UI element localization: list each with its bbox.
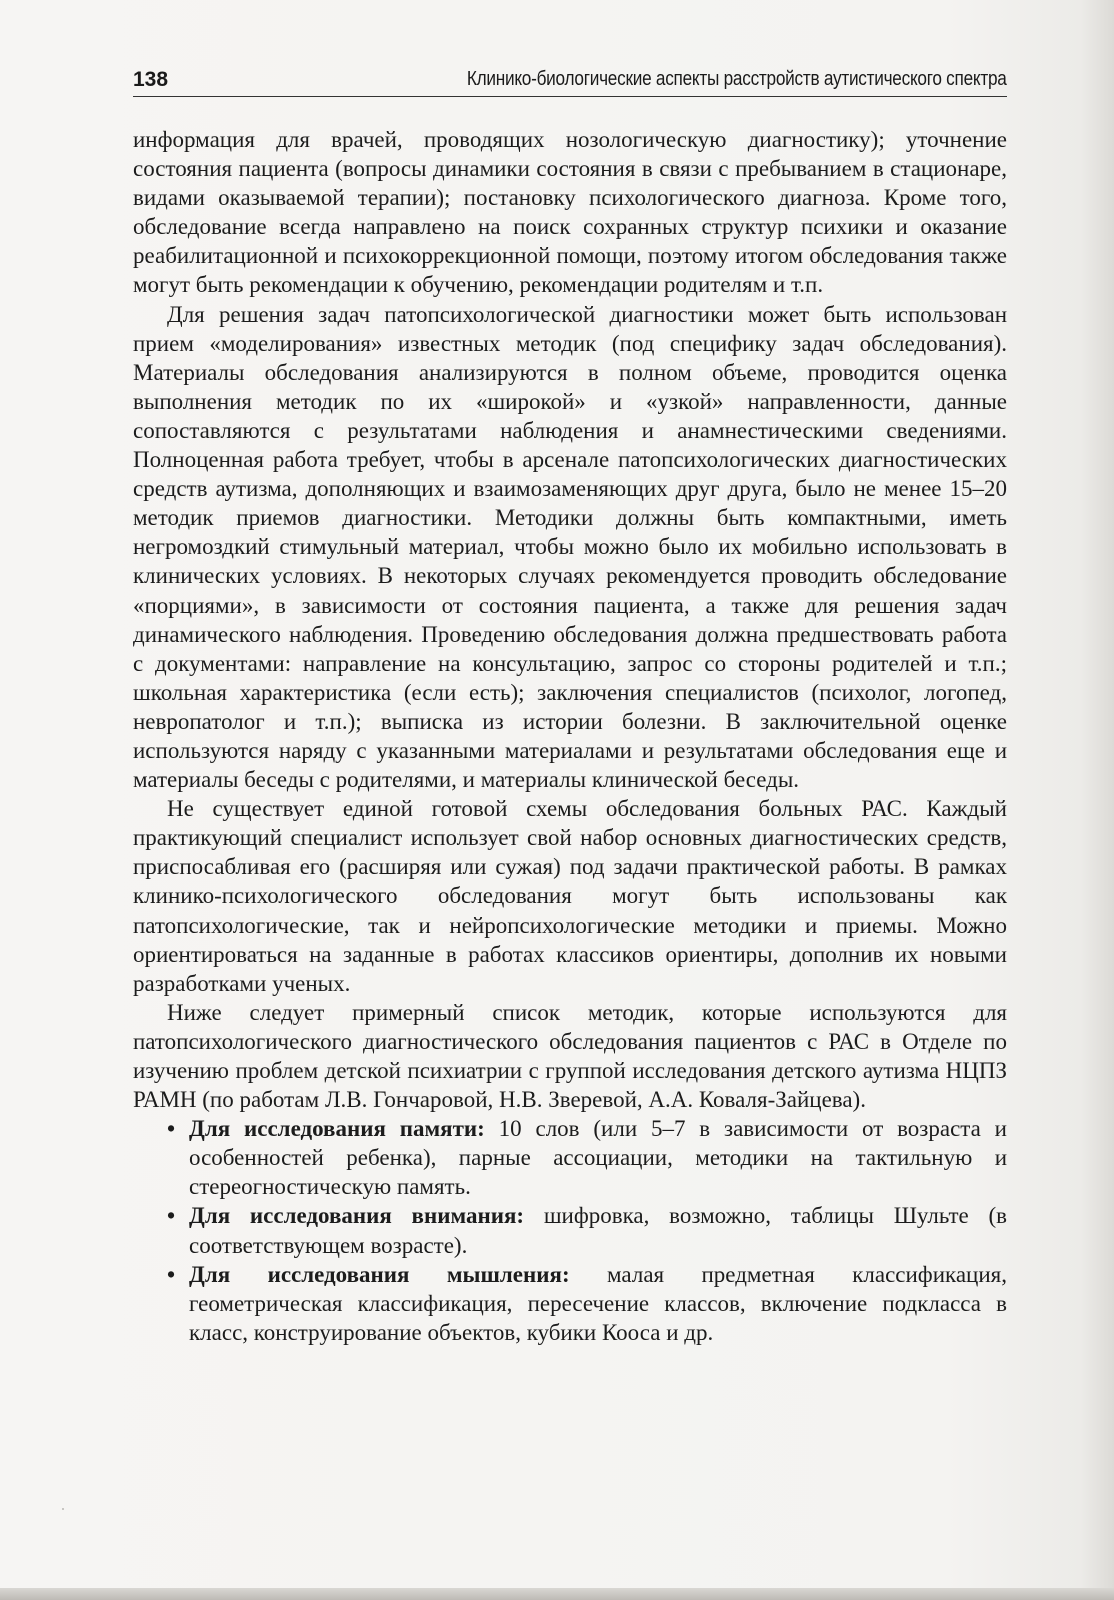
list-item-text: 10 слов (или 5–7 в зависимости от возраста и особенностей ребенка), парные ассоциации, методики на тактильную и стереогностическую память. xyxy=(189,1116,1007,1200)
bullet-icon: • xyxy=(167,1261,176,1287)
page-header xyxy=(133,62,1007,97)
bullet-icon: • xyxy=(167,1203,176,1229)
list-item-text: шифровка, возможно, таблицы Шульте (в соответствующем возрасте). xyxy=(189,1203,1007,1258)
paragraph: Ниже следует примерный список методик, которые используются для патопсихологического диагностического обследования пациентов с РАС в Отделе по изучению проблем детской психиатрии с группой исследования детского аутизма НЦПЗ РАМН (по работам Л.В. Гончаровой, Н.В. Зверевой, А.А. Коваля-Зайцева). xyxy=(133,999,1007,1113)
list-item-attention xyxy=(133,1201,1007,1259)
bullet-icon: • xyxy=(167,1116,176,1142)
paragraph-continuation: информация для врачей, проводящих нозологическую диагностику); уточнение состояния пациента (вопросы динамики состояния в связи с пребыванием в стационаре, видами оказываемой терапии); постановку психологического диагноза. Кроме того, обследование всегда направлено на поиск сохранных структур психики и оказание реабилитационной и психокоррекционной помощи, поэтому итогом обследования также могут быть рекомендации к обучению, рекомендации родителям и т.п. xyxy=(133,127,1007,298)
list-item-thinking xyxy=(133,1260,1007,1347)
running-title: Клинико-биологические аспекты расстройств аутистического спектра xyxy=(467,68,1007,90)
body-text xyxy=(133,125,1007,1347)
list-item-lead: Для исследования мышления: xyxy=(189,1261,570,1287)
scan-speck xyxy=(62,1508,64,1510)
list-item-text: малая предметная классификация, геометрическая классификация, пересечение классов, включение подкласса в класс, конструирование объектов, кубики Кооса и др. xyxy=(189,1261,1008,1345)
paragraph: Для решения задач патопсихологической диагностики может быть использован прием «моделирования» известных методик (под специфику задач обследования). Материалы обследования анализируются в полном объеме, проводится оценка выполнения методик по их «широкой» и «узкой» направленности, данные сопоставляются с результатами наблюдения и анамнестическими сведениями. Полноценная работа требует, чтобы в арсенале патопсихологических диагностических средств аутизма, дополняющих и взаимозаменяющих друг друга, было не менее 15–20 методик приемов диагностики. Методики должны быть компактными, иметь негромоздкий стимульный материал, чтобы можно было их мобильно использовать в клинических условиях. В некоторых случаях рекомендуется проводить обследование «порциями», в зависимости от состояния пациента, а также для решения задач динамического наблюдения. Проведению обследования должна предшествовать работа с документами: направление на консультацию, запрос со стороны родителей и т.п.; школьная характеристика (если есть); заключения специалистов (психолог, логопед, невропатолог и т.п.); выписка из истории болезни. В заключительной оценке используются наряду с указанными материалами и результатами обследования еще и материалы беседы с родителями, и материалы клинической беседы. xyxy=(133,301,1007,793)
page-bottom-edge xyxy=(0,1588,1114,1600)
page-number: 138 xyxy=(133,68,169,91)
list-item-lead: Для исследования памяти: xyxy=(189,1116,485,1142)
methods-list xyxy=(133,1114,1007,1347)
list-item-memory xyxy=(133,1114,1007,1201)
paragraph: Не существует единой готовой схемы обследования больных РАС. Каждый практикующий специалист использует свой набор основных диагностических средств, приспосабливая его (расширяя или сужая) под задачи практической работы. В рамках клинико-психологического обследования могут быть использованы как патопсихологические, так и нейропсихологические методики и приемы. Можно ориентироваться на заданные в работах классиков ориентиры, дополнив их новыми разработками ученых. xyxy=(133,796,1007,996)
list-item-lead: Для исследования внимания: xyxy=(189,1203,525,1229)
